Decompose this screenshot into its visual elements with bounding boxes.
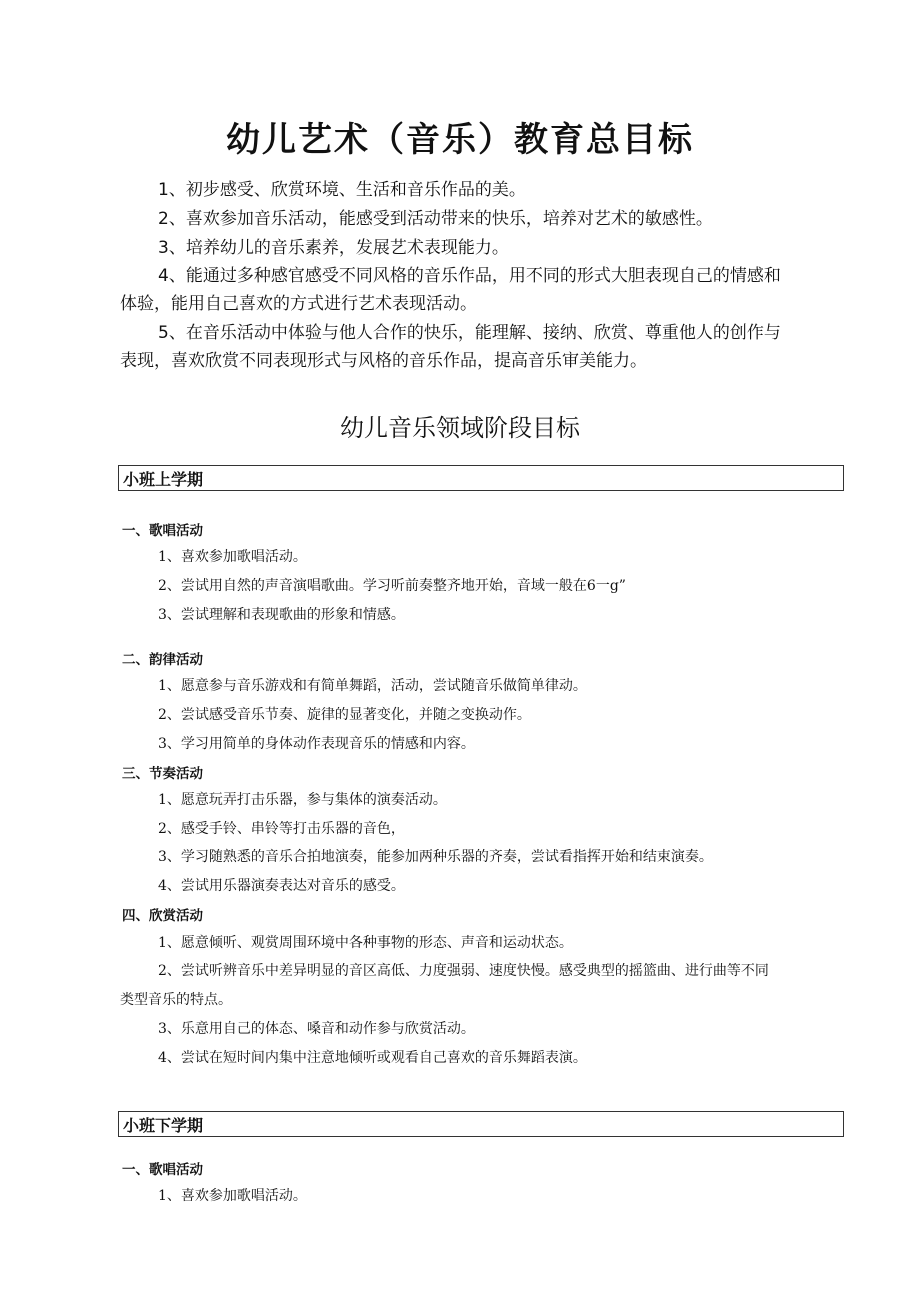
goal-1: 1、初步感受、欣赏环境、生活和音乐作品的美。 [158,180,526,200]
list-item: 4、尝试在短时间内集中注意地倾听或观看自己喜欢的音乐舞蹈表演。 [158,1050,587,1066]
section-subtitle: 幼儿音乐领域阶段目标 [340,414,580,442]
section-heading-percussion: 三、节奏活动 [122,766,203,782]
term-header-label: 小班下学期 [123,1116,204,1135]
section-heading-singing: 一、歌唱活动 [122,1162,203,1178]
list-item: 1、愿意倾听、观赏周围环境中各种事物的形态、声音和运动状态。 [158,935,573,951]
goal-5-continued: 表现，喜欢欣赏不同表现形式与风格的音乐作品，提高音乐审美能力。 [120,351,647,371]
list-item: 3、乐意用自己的体态、嗓音和动作参与欣赏活动。 [158,1021,475,1037]
list-item: 1、愿意参与音乐游戏和有简单舞蹈，活动，尝试随音乐做简单律动。 [158,678,587,694]
list-item: 3、学习用简单的身体动作表现音乐的情感和内容。 [158,736,475,752]
list-item: 1、愿意玩弄打击乐器，参与集体的演奏活动。 [158,792,447,808]
list-item-continued: 类型音乐的特点。 [120,992,232,1008]
list-item: 1、喜欢参加歌唱活动。 [158,549,307,565]
list-item: 2、尝试听辨音乐中差异明显的音区高低、力度强弱、速度快慢。感受典型的摇篮曲、进行曲等不同 [158,963,769,979]
goal-3: 3、培养幼儿的音乐素养，发展艺术表现能力。 [158,238,509,258]
document-title: 幼儿艺术（音乐）教育总目标 [226,120,694,160]
list-item: 3、尝试理解和表现歌曲的形象和情感。 [158,607,405,623]
goal-4: 4、能通过多种感官感受不同风格的音乐作品，用不同的形式大胆表现自己的情感和 [158,266,781,286]
goal-4-continued: 体验，能用自己喜欢的方式进行艺术表现活动。 [120,294,477,314]
list-item: 3、学习随熟悉的音乐合拍地演奏，能参加两种乐器的齐奏，尝试看指挥开始和结束演奏。 [158,849,713,865]
list-item: 2、尝试感受音乐节奏、旋律的显著变化，并随之变换动作。 [158,707,531,723]
section-heading-rhythm: 二、韵律活动 [122,652,203,668]
goal-5: 5、在音乐活动中体验与他人合作的快乐，能理解、接纳、欣赏、尊重他人的创作与 [158,323,781,343]
section-heading-appreciation: 四、欣赏活动 [122,908,203,924]
term-header-label: 小班上学期 [123,470,204,489]
section-heading-singing: 一、歌唱活动 [122,523,203,539]
list-item: 2、尝试用自然的声音演唱歌曲。学习听前奏整齐地开始，音域一般在6一g” [158,578,626,594]
list-item: 4、尝试用乐器演奏表达对音乐的感受。 [158,878,405,894]
list-item: 1、喜欢参加歌唱活动。 [158,1188,307,1204]
term-header-box [118,465,844,491]
term-header-box [118,1111,844,1137]
list-item: 2、感受手铃、串铃等打击乐器的音色， [158,821,405,837]
goal-2: 2、喜欢参加音乐活动，能感受到活动带来的快乐，培养对艺术的敏感性。 [158,209,713,229]
